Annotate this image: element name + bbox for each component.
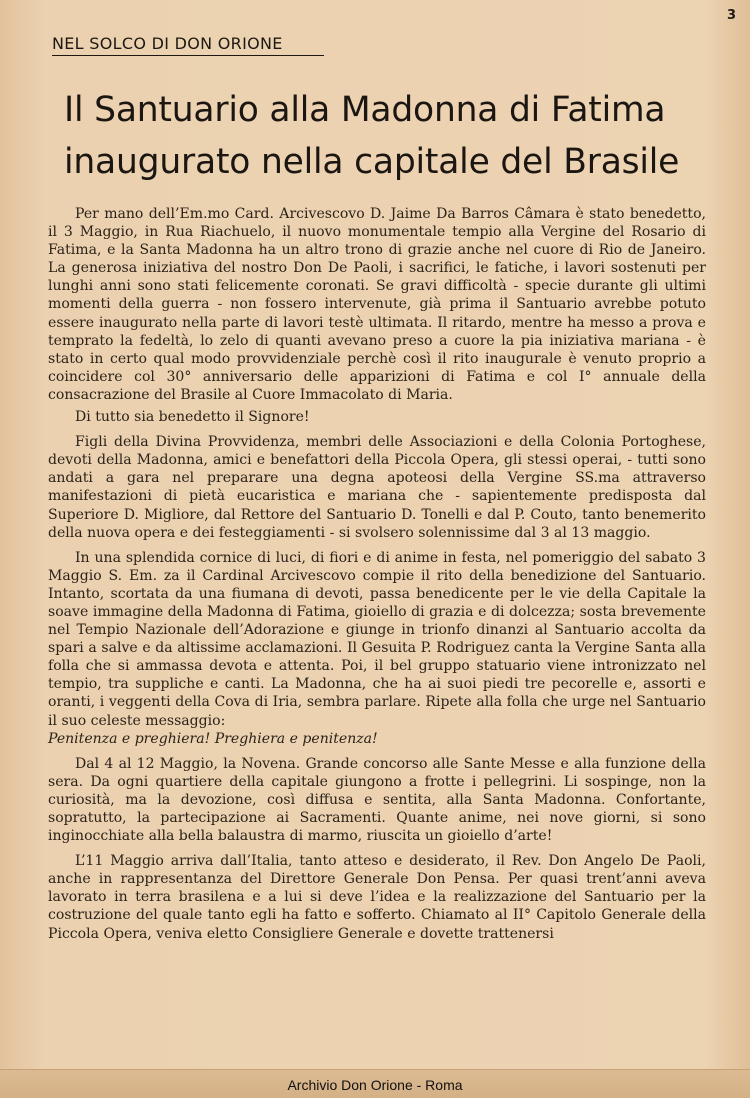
page-number: 3	[726, 8, 736, 23]
article-body	[48, 205, 706, 947]
archive-footer: Archivio Don Orione - Roma	[287, 1077, 463, 1093]
article-headline	[64, 84, 704, 188]
paragraph-3: Figli della Divina Provvidenza, membri delle Associazioni e della Colonia Portoghese, devoti della Madonna, amici e benefattori della Piccola Opera, gli stessi operai, - tutti sono andati a gara nel preparare una degna apoteosi della Vergine SS.ma attraverso manifestazioni di pietà eucaristica e mariana che - sapientemente predisposta dal Superiore D. Migliore, dal Rettore del Santuario D. Tonelli e dal P. Couto, tanto benemerito della nuova opera e dei festeggiamenti - si svolsero solennissime dal 3 al 13 maggio.	[48, 434, 706, 541]
section-header: NEL SOLCO DI DON ORIONE	[52, 34, 324, 56]
pull-quote: Penitenza e preghiera! Preghiera e penitenza!	[48, 730, 378, 747]
paragraph-5: Dal 4 al 12 Maggio, la Novena. Grande concorso alle Sante Messe e alla funzione della sera. Da ogni quartiere della capitale giungono a frotte i pellegrini. Li sospinge, non la curiosità, ma la devozione, così diffusa e sentita, alla Santa Madonna. Confortante, sopratutto, la partecipazione ai Sacramenti. Quante anime, nei nove giorni, si sono inginocchiate alla bella balaustra di marmo, riuscita un gioiello d’arte!	[48, 755, 706, 845]
headline-line-2: inaugurato nella capitale del Brasile	[64, 142, 680, 182]
paragraph-1: Per mano dell’Em.mo Card. Arcivescovo D. Jaime Da Barros Câmara è stato benedetto, il 3 Maggio, in Rua Riachuelo, il nuovo monumentale tempio alla Vergine del Rosario di Fatima, e la Santa Madonna ha un altro trono di grazie anche nel cuore di Rio de Janeiro. La generosa iniziativa del nostro Don De Paoli, i sacrifici, le fatiche, i lavori sostenuti per lunghi anni sono stati felicemente coronati. Se gravi difficoltà - specie durante gli ultimi momenti della guerra - non fossero intervenute, già prima il Santuario avrebbe potuto essere inaugurato nella parte di lavori testè ultimata. Il ritardo, mentre ha messo a prova e temprato la fedeltà, lo zelo di quanti avevano preso a cuore la pia iniziativa mariana - è stato in certo qual modo provvidenziale perchè così il rito inaugurale è venuto proprio a coincidere col 30° anniversario delle apparizioni di Fatima e col I° annuale della consacrazione del Brasile al Cuore Immacolato di Maria.	[48, 206, 706, 403]
paragraph-4-text: In una splendida cornice di luci, di fiori e di anime in festa, nel pomeriggio del sabato 3 Maggio S. Em. za il Cardinal Arcivescovo compie il rito della benedizione del Santuario. Intanto, scortata da una fiumana di devoti, passa benedicente per le vie della Capitale la soave immagine della Madonna di Fatima, gioiello di grazia e di dolcezza; sosta brevemente nel Tempio Nazionale dell’Adorazione e giunge in trionfo dinanzi al Santuario accolta da spari a salve e da altissime acclamazioni. Il Gesuita P. Rodriguez canta la Vergine Santa alla folla che si ammassa devota e attenta. Poi, il bel gruppo statuario viene intronizzato nel tempio, tra suppliche e canti. La Madonna, che ha ai suoi piedi tre pecorelle e, assorti e oranti, i veggenti della Cova di Iria, sembra parlare. Ripete alla folla che urge nel Santuario il suo celeste messaggio:	[48, 549, 706, 729]
paragraph-6: L’11 Maggio arriva dall’Italia, tanto atteso e desiderato, il Rev. Don Angelo De Paoli, anche in rappresentanza del Direttore Generale Don Pensa. Per quasi trent’anni aveva lavorato in terra brasilena e a lui si deve l’idea e la realizzazione del Santuario per la costruzione del quale tanto egli ha fatto e sofferto. Chiamato al II° Capitolo Generale della Piccola Opera, veniva eletto Consigliere Generale e dovette trattenersi	[48, 853, 706, 942]
paragraph-4	[48, 549, 706, 748]
headline-line-1: Il Santuario alla Madonna di Fatima	[64, 90, 666, 130]
paragraph-2: Di tutto sia benedetto il Signore!	[75, 409, 310, 426]
